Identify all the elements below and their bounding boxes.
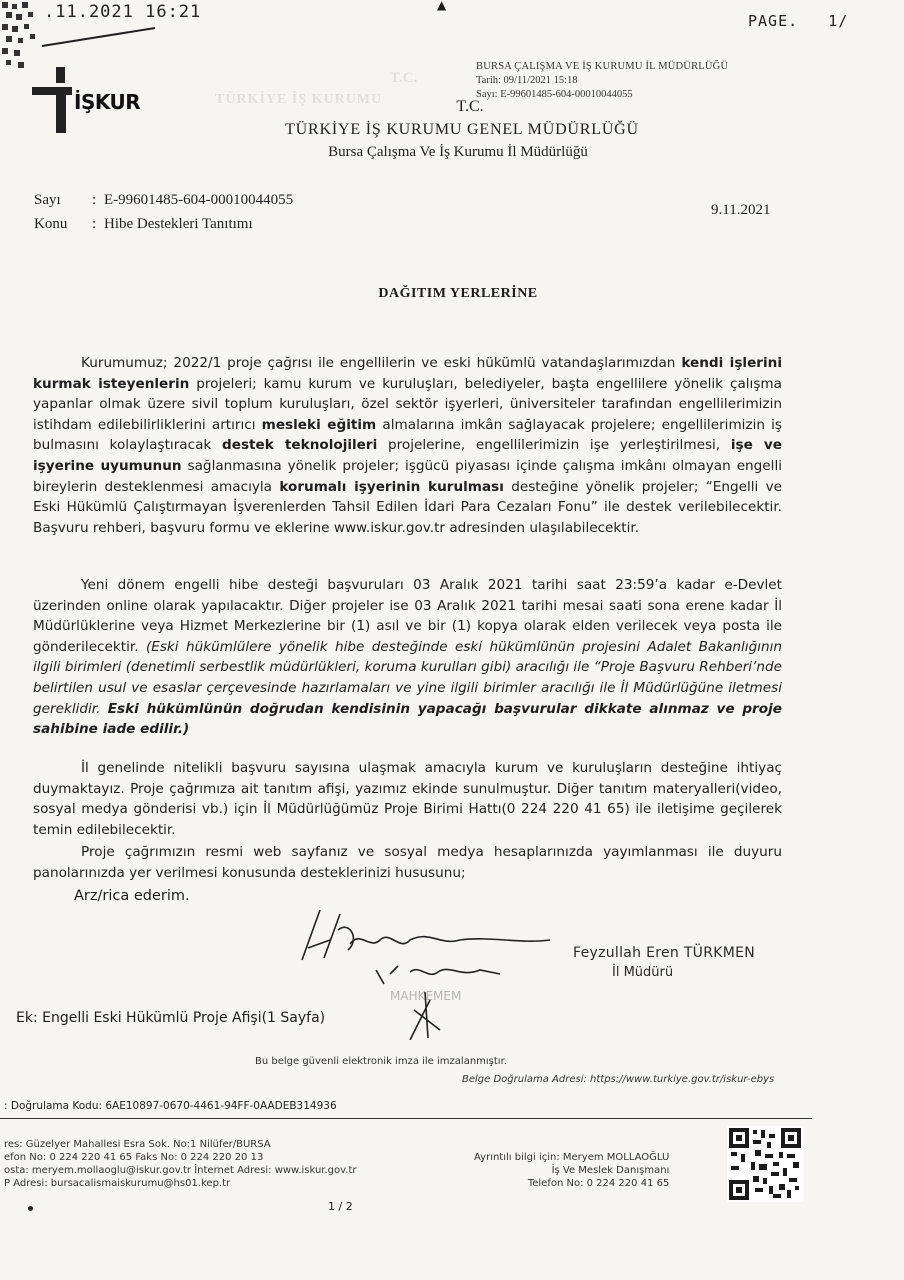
text-run: kendi işlerini kurmak isteyenlerin [33,355,782,392]
qr-code-icon [727,1126,803,1202]
fax-marker-icon: ▲ [437,0,447,12]
title-tc: T.C. [456,98,484,115]
footer-contact [4,1138,357,1190]
footer-email: osta: meryem.mollaoglu@iskur.gov.tr İnternet Adresi: www.iskur.gov.tr [4,1165,357,1176]
footer-divider [0,1118,812,1119]
paragraph-3-text: İl genelinde nitelikli başvuru sayısına ulaşmak amacıyla kurum ve kuruluşların desteğine ihtiyaç duymaktayız. Proje çağrımıza ait tanıtım afişi, yazımız ekinde sunulmuştur. Diğer tanıtım materyalleri(video, sosyal medya gönderisi vb.) için İl Müdürlüğümüz Proje Birimi Hattı(0 224 220 41 65) ile iletişime geçilerek temin edilebilecektir. [33,760,782,838]
registry-stamp [476,60,728,102]
text-run: desteğine yönelik projeler; “Engelli ve Eski Hükümlü Çalıştırmayan İşverenlerden Tahsil Edilen İdari Para Cezaları Fonu” ile destek verilebilecektir. Başvuru rehberi, başvuru formu ve eklerine www.iskur.gov.tr adresinden ulaşılabilecektir. [33,478,783,536]
fax-datetime: .11.2021 16:21 [44,2,202,22]
distribution-heading: DAĞITIM YERLERİNE [378,286,538,301]
footer-phone: efon No: 0 224 220 41 65 Faks No: 0 224 220 20 13 [4,1152,264,1163]
text-run: işe ve işyerine uyumunun [33,437,782,474]
scan-speck [28,1206,33,1211]
stamp-date: Tarih: 09/11/2021 15:18 [476,75,578,86]
paragraph-4-text: Proje çağrımızın resmi web sayfanız ve sosyal medya hesaplarınızda yayımlanması ile duyuru panolarınızda yer verilmesi konusunda desteklerinizi hususunu; [33,844,782,881]
fax-page-label: PAGE. [748,12,799,30]
document-date: 9.11.2021 [711,202,771,218]
text-run: projelerine, engellilerimizin işe yerleştirilmesi, [377,437,731,454]
text-run: sağlanmasına yönelik projeler; işgücü piyasası içinde çalışma imkânı olmayan engelli bireylerin desteklenmesi amacıyla [33,457,782,495]
konu-colon: : [92,216,97,232]
text-run: korumalı işyerinin kurulması [279,478,504,495]
paragraph-1-runs [33,355,782,536]
konu-label: Konu [34,216,68,232]
title-directorate: Bursa Çalışma Ve İş Kurumu İl Müdürlüğü [328,144,588,160]
footer-info-role: İş Ve Meslek Danışmanı [551,1165,670,1176]
fax-page-number: 1/ [828,12,849,30]
paragraph-1 [33,353,782,538]
footer-info-phone: Telefon No: 0 224 220 41 65 [527,1178,670,1189]
svg-text:MAHKEMEM: MAHKEMEM [390,989,462,1003]
footer-kep: P Adresi: bursacalismaiskurumu@hs01.kep.tr [4,1178,231,1189]
verification-address: Belge Doğrulama Adresi: https://www.turkiye.gov.tr/iskur-ebys [462,1074,775,1085]
closing-line: Arz/rica ederim. [74,888,190,904]
stamp-number: Sayı: E-99601485-604-00010044055 [476,89,633,100]
sayi-colon: : [92,192,97,208]
stamp-office: BURSA ÇALIŞMA VE İŞ KURUMU İL MÜDÜRLÜĞÜ [476,61,729,72]
text-run: Kurumumuz; 2022/1 proje çağrısı ile engellilerin ve eski hükümlü vatandaşlarımızdan [81,355,682,371]
paragraph-4 [33,842,782,883]
scribble-line [40,24,160,54]
text-run: destek teknolojileri [222,437,378,454]
footer-address: res: Güzelyer Mahallesi Esra Sok. No:1 Nilüfer/BURSA [4,1139,271,1150]
logo-text: İŞKUR [74,90,141,114]
bleed-through-tc: T.C. [390,70,418,86]
attachment-line: Ek: Engelli Eski Hükümlü Proje Afişi(1 Sayfa) [16,1010,326,1026]
verification-code: : Doğrulama Kodu: 6AE10897-0670-4461-94FF-0AADEB314936 [4,1100,337,1112]
page-number: 1 / 2 [328,1200,353,1213]
konu-value: Hibe Destekleri Tanıtımı [104,216,253,232]
text-run: mesleki eğitim [261,416,377,433]
text-run: Eski hükümlünün doğrudan kendisinin yapacağı başvurular dikkate alınmaz ve proje sahibine iade edilir.) [33,700,782,738]
footer-info-person: Ayrıntılı bilgi için: Meryem MOLLAOĞLU [474,1152,670,1163]
paragraph-3 [33,758,782,840]
text-run: almalarına imkân sağlayacak projelere; engellilerimizin iş bulmasını kolaylaştıracak [33,416,782,454]
fax-page [748,12,848,30]
signer-title: İl Müdürü [612,965,674,980]
paragraph-2 [33,575,782,740]
text-run: Yeni dönem engelli hibe desteği başvuruları 03 Aralık 2021 tarihi saat 23:59’a kadar e-Devlet üzerinden online olarak yapılacaktır. Diğer projeler ise 03 Aralık 2021 tarihi mesai saati sona erene kadar İl Müdürlüklerine veya Hizmet Merkezlerine bir (1) asıl ve bir (1) kopya olarak elden verilecek veya posta ile gönderilecektir. [33,577,782,655]
footer-info-contact [474,1151,669,1190]
text-run: projeleri; kamu kurum ve kuruluşları, belediyeler, başta engellilere yönelik çalışma yapanlar olmak üzere sivil toplum kuruluşları, özel sektör işyerleri, üniversiteler tarafından engellilerimizin istihdam edilebilirliklerini artırıcı [33,375,782,433]
secure-signature-note: Bu belge güvenli elektronik imza ile imzalanmıştır. [255,1056,507,1067]
text-run: (Eski hükümlülere yönelik hibe desteğinde eski hükümlünün projesini Adalet Bakanlığının ilgili birimleri (denetimli serbestlik müdürlükleri, koruma kurulları gibi) aracılığı ile “Proje Başvuru Rehberi’nde belirtilen usul ve esaslar çerçevesinde hazırlamaları ve yine ilgili birimler aracılığı ile İl Müdürlüğüne iletmesi gereklidir. [33,638,783,717]
paragraph-2-runs [33,577,782,737]
sayi-value: E-99601485-604-00010044055 [104,192,294,208]
title-organization: TÜRKİYE İŞ KURUMU GENEL MÜDÜRLÜĞÜ [285,121,639,138]
signer-name: Feyzullah Eren TÜRKMEN [573,945,756,961]
handwritten-signature [290,900,560,1040]
bleed-through-org: TÜRKİYE İŞ KURUMU [215,92,383,107]
sayi-label: Sayı [34,192,61,208]
